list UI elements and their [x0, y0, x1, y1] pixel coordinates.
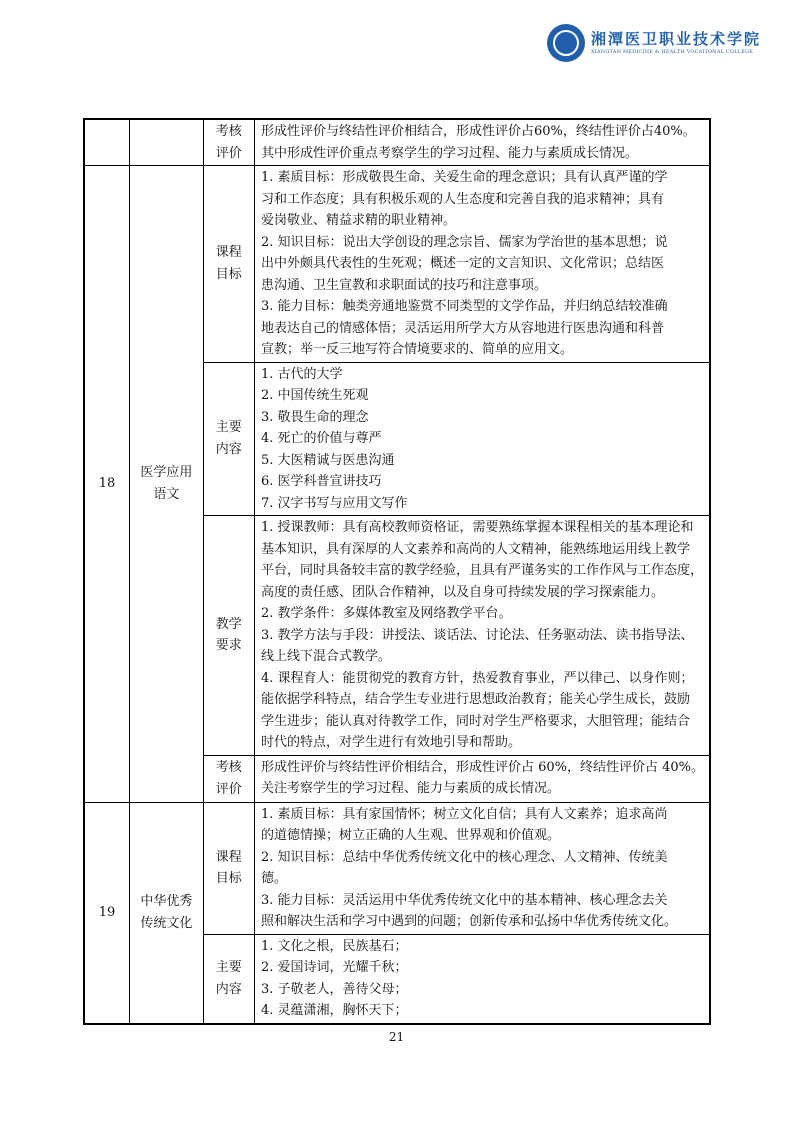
content-line: 1. 素质目标：具有家国情怀；树立文化自信；具有人文素养；追求高尚 [260, 806, 668, 822]
course-number: 18 [84, 166, 130, 803]
row-label [203, 802, 254, 934]
content-line: 2. 教学条件：多媒体教室及网络教学平台。 [260, 606, 512, 621]
content-line: 2. 知识目标：总结中华优秀传统文化中的核心理念、人文精神、传统美 [260, 849, 668, 865]
content-line: 1. 古代的大学 [260, 366, 343, 382]
row-label-text: 主要 [215, 960, 242, 975]
logo-chinese-name: 湘潭医卫职业技术学院 [591, 30, 762, 48]
row-label-text: 内容 [215, 981, 242, 997]
row-label [203, 755, 254, 802]
content-line: 出中外颇具代表性的生死观；概述一定的文言知识、文化常识；总结医 [260, 256, 664, 271]
row-label-text: 考核 [215, 760, 242, 775]
table-row [84, 802, 710, 934]
content-line: 基本知识，具有深厚的人文素养和高尚的人文精神，能熟练地运用线上教学 [260, 541, 690, 557]
row-content [254, 755, 710, 802]
content-line: 1. 授课教师：具有高校教师资格证，需要熟练掌握本课程相关的基本理论和 [260, 520, 694, 535]
content-line: 4. 灵蕴潇湘，胸怀天下； [260, 1003, 408, 1018]
page-number: 21 [388, 1030, 405, 1044]
content-line: 德。 [260, 871, 287, 886]
logo-english-name: XIANGTAN MEDICINE & HEALTH VOCATIONAL COLLEGE [591, 49, 754, 55]
content-line: 6. 医学科普宣讲技巧 [260, 474, 382, 489]
row-label [203, 516, 254, 756]
course-name [130, 166, 204, 803]
row-label-text: 评价 [215, 145, 242, 161]
college-seal-icon [547, 24, 585, 62]
college-logo [547, 24, 761, 62]
row-label [203, 166, 254, 363]
course-table [83, 118, 711, 1025]
content-line: 能依据学科特点，结合学生专业进行思想政治教育；能关心学生成长，鼓励 [260, 692, 690, 707]
row-label-text: 主要 [215, 420, 242, 436]
table-row [84, 119, 710, 166]
content-line: 2. 中国传统生死观 [260, 388, 369, 403]
content-line: 3. 教学方法与手段：讲授法、谈话法、讨论法、任务驱动法、读书指导法、 [260, 627, 694, 643]
row-label-text: 课程 [215, 245, 242, 261]
row-label [203, 934, 254, 1024]
content-line: 1. 文化之根，民族基石； [260, 938, 408, 954]
content-line: 照和解决生活和学习中遇到的问题；创新传承和弘扬中华优秀传统文化。 [260, 914, 677, 929]
content-line: 3. 能力目标：触类旁通地鉴赏不同类型的文学作品，并归纳总结较准确 [260, 299, 668, 314]
row-label [203, 362, 254, 516]
content-line: 时代的特点，对学生进行有效地引导和帮助。 [260, 735, 521, 750]
row-label-text: 课程 [215, 849, 242, 865]
content-line: 习和工作态度；具有积极乐观的人生态度和完善自我的追求精神；具有 [260, 191, 664, 207]
content-line: 2. 爱国诗词，光耀千秋； [260, 960, 408, 975]
table-row [84, 166, 710, 363]
row-content [254, 362, 710, 516]
content-line: 线上线下混合式教学。 [260, 649, 391, 664]
content-line: 7. 汉字书写与应用文写作 [260, 495, 408, 511]
course-number: 19 [84, 802, 130, 1024]
content-line: 患沟通、卫生宣教和求职面试的技巧和注意事项。 [260, 277, 547, 293]
course-name-text: 语文 [153, 486, 180, 502]
row-content [254, 166, 710, 363]
row-label-text: 目标 [215, 871, 242, 886]
content-line: 其中形成性评价重点考察学生的学习过程、能力与素质成长情况。 [260, 145, 638, 161]
row-label-text: 要求 [215, 638, 242, 654]
row-label-text: 教学 [215, 616, 242, 632]
row-content [254, 516, 710, 756]
course-number-cell [84, 119, 130, 166]
content-line: 学生进步；能认真对待教学工作，同时对学生严格要求，大胆管理；能结合 [260, 713, 690, 729]
row-label-text: 评价 [215, 781, 242, 797]
content-line: 4. 死亡的价值与尊严 [260, 431, 382, 446]
content-line: 平台，同时具备较丰富的教学经验，且具有严谨务实的工作作风与工作态度， [260, 563, 703, 578]
row-label-text: 内容 [215, 441, 242, 457]
content-line: 高度的责任感、团队合作精神，以及自身可持续发展的学习探索能力。 [260, 584, 664, 600]
row-content [254, 802, 710, 934]
content-line: 形成性评价与终结性评价相结合，形成性评价占60%，终结性评价占40%。 [260, 124, 696, 139]
content-line: 3. 子敬老人，善待父母； [260, 981, 408, 997]
content-line: 关注考察学生的学习过程、能力与素质的成长情况。 [260, 781, 560, 796]
content-line: 1. 素质目标：形成敬畏生命、关爱生命的理念意识；具有认真严谨的学 [260, 170, 668, 185]
course-name-text: 中华优秀 [140, 894, 193, 909]
row-label [203, 119, 254, 166]
content-line: 5. 大医精诚与医患沟通 [260, 452, 395, 468]
content-line: 宣教；举一反三地写符合情境要求的、简单的应用文。 [260, 342, 573, 357]
row-label-text: 目标 [215, 266, 242, 282]
content-line: 形成性评价与终结性评价相结合，形成性评价占 60%，终结性评价占 40%。 [260, 759, 704, 775]
content-line: 4. 课程育人：能贯彻党的教育方针，热爱教育事业，严以律己、以身作则； [260, 670, 694, 686]
course-name [130, 802, 204, 1024]
course-name-cell [130, 119, 204, 166]
content-line: 3. 能力目标：灵活运用中华优秀传统文化中的基本精神、核心理念去关 [260, 892, 668, 908]
content-line: 爱岗敬业、精益求精的职业精神。 [260, 213, 456, 228]
row-label-text: 考核 [215, 124, 242, 139]
content-line: 的道德情操；树立正确的人生观、世界观和价值观。 [260, 828, 560, 843]
content-line: 地表达自己的情感体悟；灵活运用所学大方从容地进行医患沟通和科普 [260, 320, 664, 336]
content-line: 2. 知识目标：说出大学创设的理念宗旨、儒家为学治世的基本思想；说 [260, 234, 668, 250]
course-name-text: 医学应用 [140, 465, 193, 481]
row-content [254, 934, 710, 1024]
row-content [254, 119, 710, 166]
content-line: 3. 敬畏生命的理念 [260, 409, 369, 425]
course-name-text: 传统文化 [140, 915, 193, 931]
